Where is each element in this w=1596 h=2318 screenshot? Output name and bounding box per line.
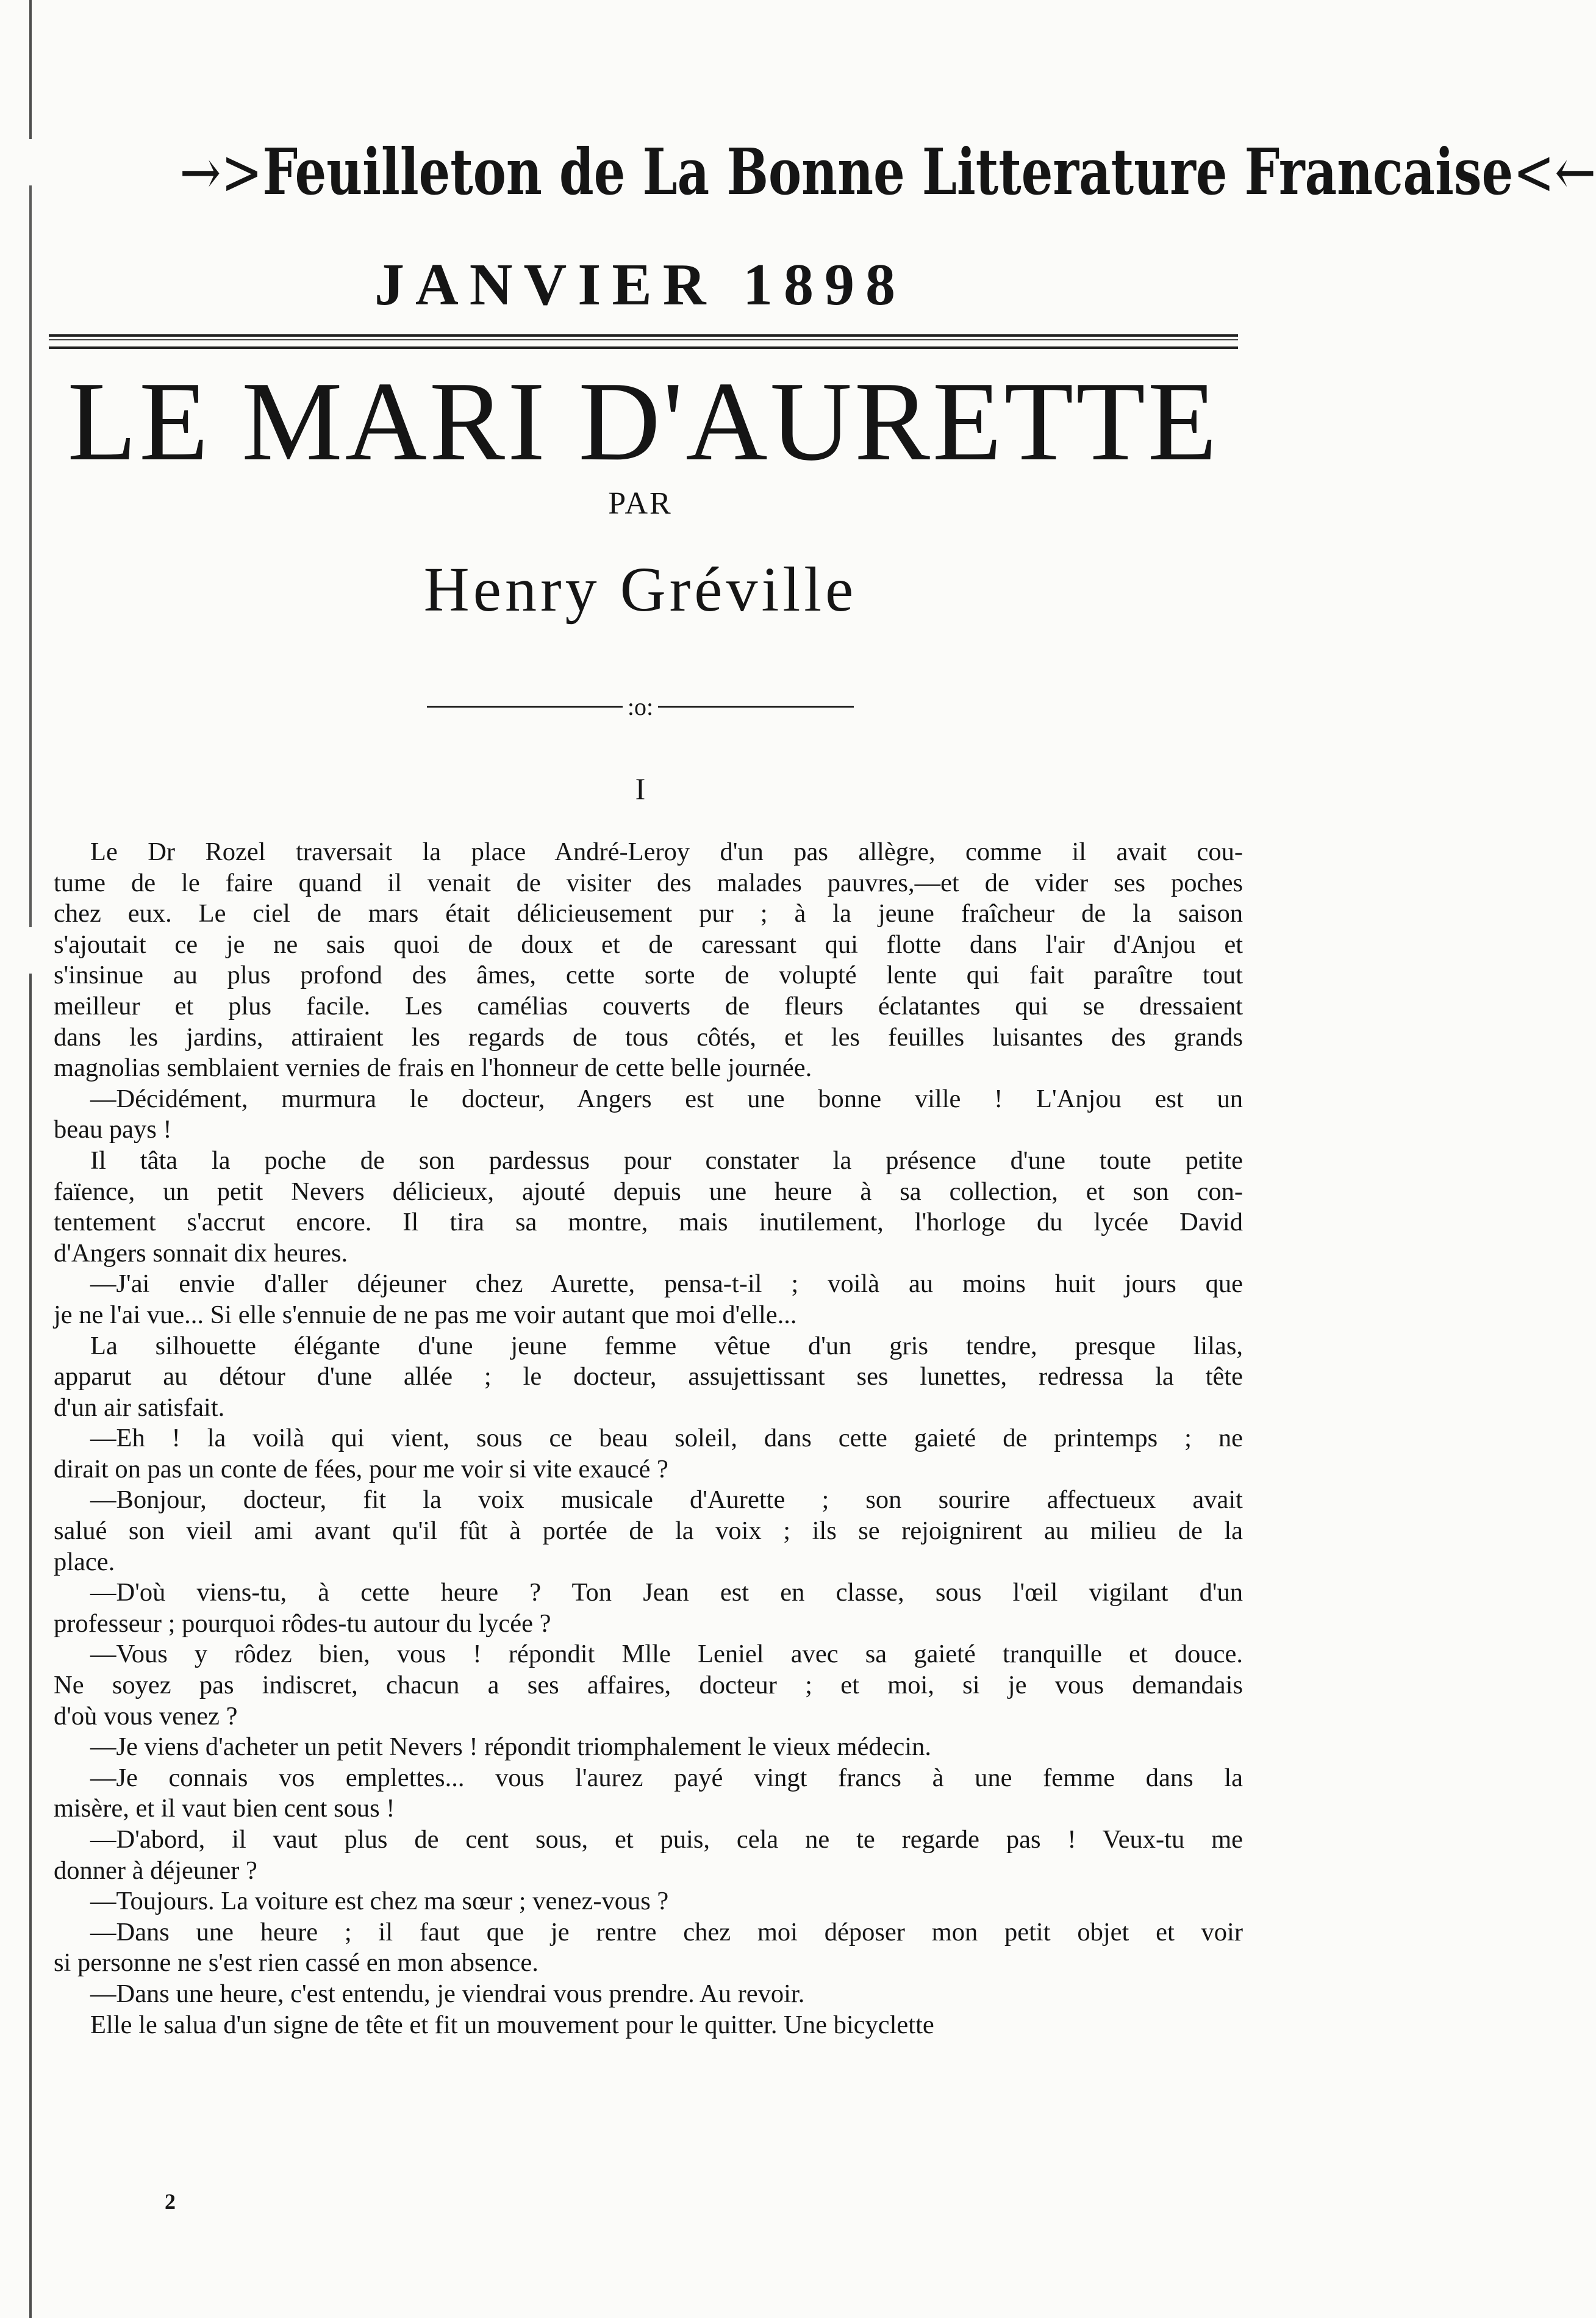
- text-line: —J'ai envie d'aller déjeuner chez Aurette, pensa-t-il ; voilà au moins huit jours que: [90, 1269, 1243, 1299]
- text-line: donner à déjeuner ?: [54, 1856, 257, 1885]
- text-line: —Dans une heure ; il faut que je rentre chez moi déposer mon petit objet et voir: [90, 1917, 1243, 1947]
- ornament-divider: [427, 689, 854, 723]
- author-name: Henry Gréville: [423, 554, 857, 625]
- series-heading: [179, 134, 1596, 209]
- text-line: —D'abord, il vaut plus de cent sous, et puis, cela ne te regarde pas ! Veux-tu me: [90, 1825, 1243, 1854]
- text-line: —Décidément, murmura le docteur, Angers est une bonne ville ! L'Anjou est un: [90, 1084, 1243, 1113]
- text-line: dans les jardins, attiraient les regards de tous côtés, et les feuilles luisantes des grands: [54, 1022, 1243, 1052]
- text-line: si personne ne s'est rien cassé en mon absence.: [54, 1948, 539, 1978]
- ornament-line-right: [658, 706, 854, 708]
- text-line: meilleur et plus facile. Les camélias couverts de fleurs éclatantes qui se dressaient: [54, 991, 1243, 1021]
- page-number: 2: [165, 2189, 176, 2214]
- text-line: La silhouette élégante d'une jeune femme vêtue d'un gris tendre, presque lilas,: [90, 1331, 1243, 1360]
- text-line: Ne soyez pas indiscret, chacun a ses affaires, docteur ; et moi, si je vous demandais: [54, 1671, 1243, 1700]
- text-line: Il tâta la poche de son pardessus pour constater la présence d'une toute petite: [90, 1146, 1243, 1175]
- text-line: Elle le salua d'un signe de tête et fit un mouvement pour le quitter. Une bicyclette: [90, 2010, 934, 2039]
- issue-date: JANVIER 1898: [374, 252, 907, 318]
- binding-margin-line: [29, 0, 32, 2318]
- text-line: salué son vieil ami avant qu'il fût à portée de la voix ; ils se rejoignirent au milieu de la: [54, 1516, 1243, 1546]
- text-line: d'un air satisfait.: [54, 1393, 225, 1422]
- text-line: misère, et il vaut bien cent sous !: [54, 1794, 395, 1823]
- text-line: —Toujours. La voiture est chez ma sœur ; venez-vous ?: [90, 1887, 669, 1916]
- text-line: chez eux. Le ciel de mars était délicieusement pur ; à la jeune fraîcheur de la saison: [54, 899, 1243, 928]
- text-line: —D'où viens-tu, à cette heure ? Ton Jean est en classe, sous l'œil vigilant d'un: [90, 1578, 1243, 1607]
- series-title: Feuilleton de La Bonne Litterature Francaise: [262, 134, 1514, 209]
- text-line: apparut au détour d'une allée ; le docteur, assujettissant ses lunettes, redressa la tête: [54, 1362, 1243, 1391]
- chapter-number: I: [635, 772, 646, 806]
- text-line: —Je viens d'acheter un petit Nevers ! répondit triomphalement le vieux médecin.: [90, 1732, 932, 1762]
- text-line: d'Angers sonnait dix heures.: [54, 1238, 348, 1268]
- text-line: —Dans une heure, c'est entendu, je viendrai vous prendre. Au revoir.: [90, 1979, 805, 2008]
- page-title: LE MARI D'AURETTE: [67, 359, 1220, 484]
- body-text: [54, 837, 1243, 2040]
- text-line: d'où vous venez ?: [54, 1701, 238, 1731]
- text-line: tume de le faire quand il venait de visiter des malades pauvres,—et de vider ses poches: [54, 868, 1243, 897]
- byline-par: PAR: [608, 486, 673, 521]
- text-line: faïence, un petit Nevers délicieux, ajouté depuis une heure à sa collection, et son con-: [54, 1177, 1243, 1206]
- text-line: tentement s'accrut encore. Il tira sa montre, mais inutilement, l'horloge du lycée David: [54, 1208, 1243, 1237]
- text-line: —Vous y rôdez bien, vous ! répondit Mlle Leniel avec sa gaieté tranquille et douce.: [90, 1640, 1243, 1669]
- text-line: —Bonjour, docteur, fit la voix musicale d'Aurette ; son sourire affectueux avait: [90, 1485, 1243, 1515]
- text-line: —Je connais vos emplettes... vous l'aurez payé vingt francs à une femme dans la: [90, 1763, 1243, 1792]
- text-line: s'insinue au plus profond des âmes, cette sorte de volupté lente qui fait paraître tout: [54, 961, 1243, 990]
- text-line: je ne l'ai vue... Si elle s'ennuie de ne pas me voir autant que moi d'elle...: [54, 1300, 797, 1329]
- text-line: s'ajoutait ce je ne sais quoi de doux et de caressant qui flotte dans l'air d'Anjou et: [54, 930, 1243, 959]
- ornament-line-left: [427, 706, 623, 708]
- text-line: magnolias semblaient vernies de frais en l'honneur de cette belle journée.: [54, 1053, 812, 1083]
- arrow-left-icon: <←: [1513, 135, 1596, 209]
- text-line: place.: [54, 1547, 115, 1576]
- text-line: beau pays !: [54, 1115, 172, 1144]
- text-line: Le Dr Rozel traversait la place André-Leroy d'un pas allègre, comme il avait cou-: [90, 838, 1243, 866]
- arrow-right-icon: →>: [179, 135, 263, 209]
- text-line: professeur ; pourquoi rôdes-tu autour du lycée ?: [54, 1609, 551, 1638]
- text-line: —Eh ! la voilà qui vient, sous ce beau soleil, dans cette gaieté de printemps ; ne: [90, 1424, 1243, 1453]
- double-rule-divider: [49, 334, 1238, 349]
- ornament-mark: :o:: [627, 692, 654, 720]
- text-line: dirait on pas un conte de fées, pour me voir si vite exaucé ?: [54, 1454, 668, 1484]
